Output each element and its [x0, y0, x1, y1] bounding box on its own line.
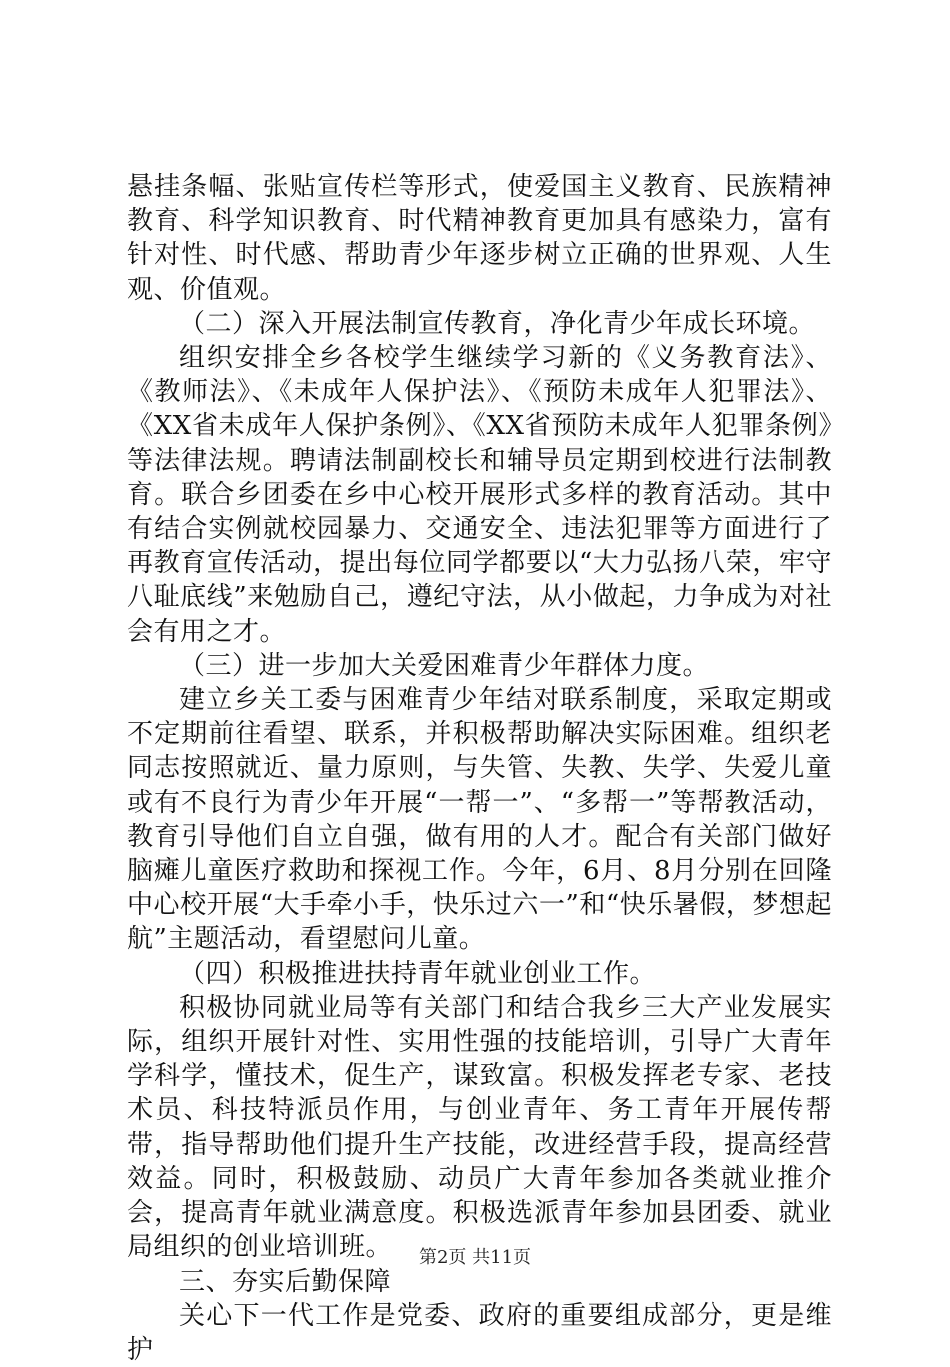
paragraph-employment: 积极协同就业局等有关部门和结合我乡三大产业发展实际，组织开展针对性、实用性强的技能培训，引导广大青年学科学，懂技术，促生产，谋致富。积极发挥老专家、老技术员、科技特派员作用，与创业青年、务工青年开展传帮带，指导帮助他们提升生产技能，改进经营手段，提高经营效益。同时，积极鼓励、动员广大青年参加各类就业推介会，提高青年就业满意度。积极选派青年参加县团委、就业局组织的创业培训班。	[127, 992, 832, 1263]
page-number-label: 第2页 共11页	[418, 1247, 532, 1268]
section-heading-4: （四）积极推进扶持青年就业创业工作。	[179, 958, 657, 989]
section-heading-3: （三）进一步加大关爱困难青少年群体力度。	[179, 650, 710, 681]
section-heading-2: （二）深入开展法制宣传教育，净化青少年成长环境。	[179, 308, 816, 339]
paragraph-continuation: 悬挂条幅、张贴宣传栏等形式，使爱国主义教育、民族精神教育、科学知识教育、时代精神教育更加具有感染力，富有针对性、时代感、帮助青少年逐步树立正确的世界观、人生观、价值观。	[127, 172, 832, 305]
page-footer	[0, 1243, 950, 1269]
section-heading-main-3: 三、夯实后勤保障	[179, 1266, 392, 1297]
paragraph-logistics: 关心下一代工作是党委、政府的重要组成部分，更是维护	[127, 1300, 832, 1365]
paragraph-care-youth: 建立乡关工委与困难青少年结对联系制度，采取定期或不定期前往看望、联系，并积极帮助解决实际困难。组织老同志按照就近、量力原则，与失管、失教、失学、失爱儿童或有不良行为青少年开展“一帮一”、“多帮一”等帮教活动，教育引导他们自立自强，做有用的人才。配合有关部门做好脑瘫儿童医疗救助和探视工作。今年，6月、8月分别在回隆中心校开展“大手牵小手，快乐过六一”和“快乐暑假，梦想起航”主题活动，看望慰问儿童。	[127, 685, 832, 955]
document-body	[127, 170, 832, 1367]
paragraph-legal-education: 组织安排全乡各校学生继续学习新的《义务教育法》、《教师法》、《未成年人保护法》、《预防未成年人犯罪法》、《XX省未成年人保护条例》、《XX省预防未成年人犯罪条例》等法律法规。聘请法制副校长和辅导员定期到校进行法制教育。联合乡团委在乡中心校开展形式多样的教育活动。其中有结合实例就校园暴力、交通安全、违法犯罪等方面进行了再教育宣传活动，提出每位同学都要以“大力弘扬八荣，牢守八耻底线”来勉励自己，遵纪守法，从小做起，力争成为对社会有用之才。	[127, 343, 832, 647]
